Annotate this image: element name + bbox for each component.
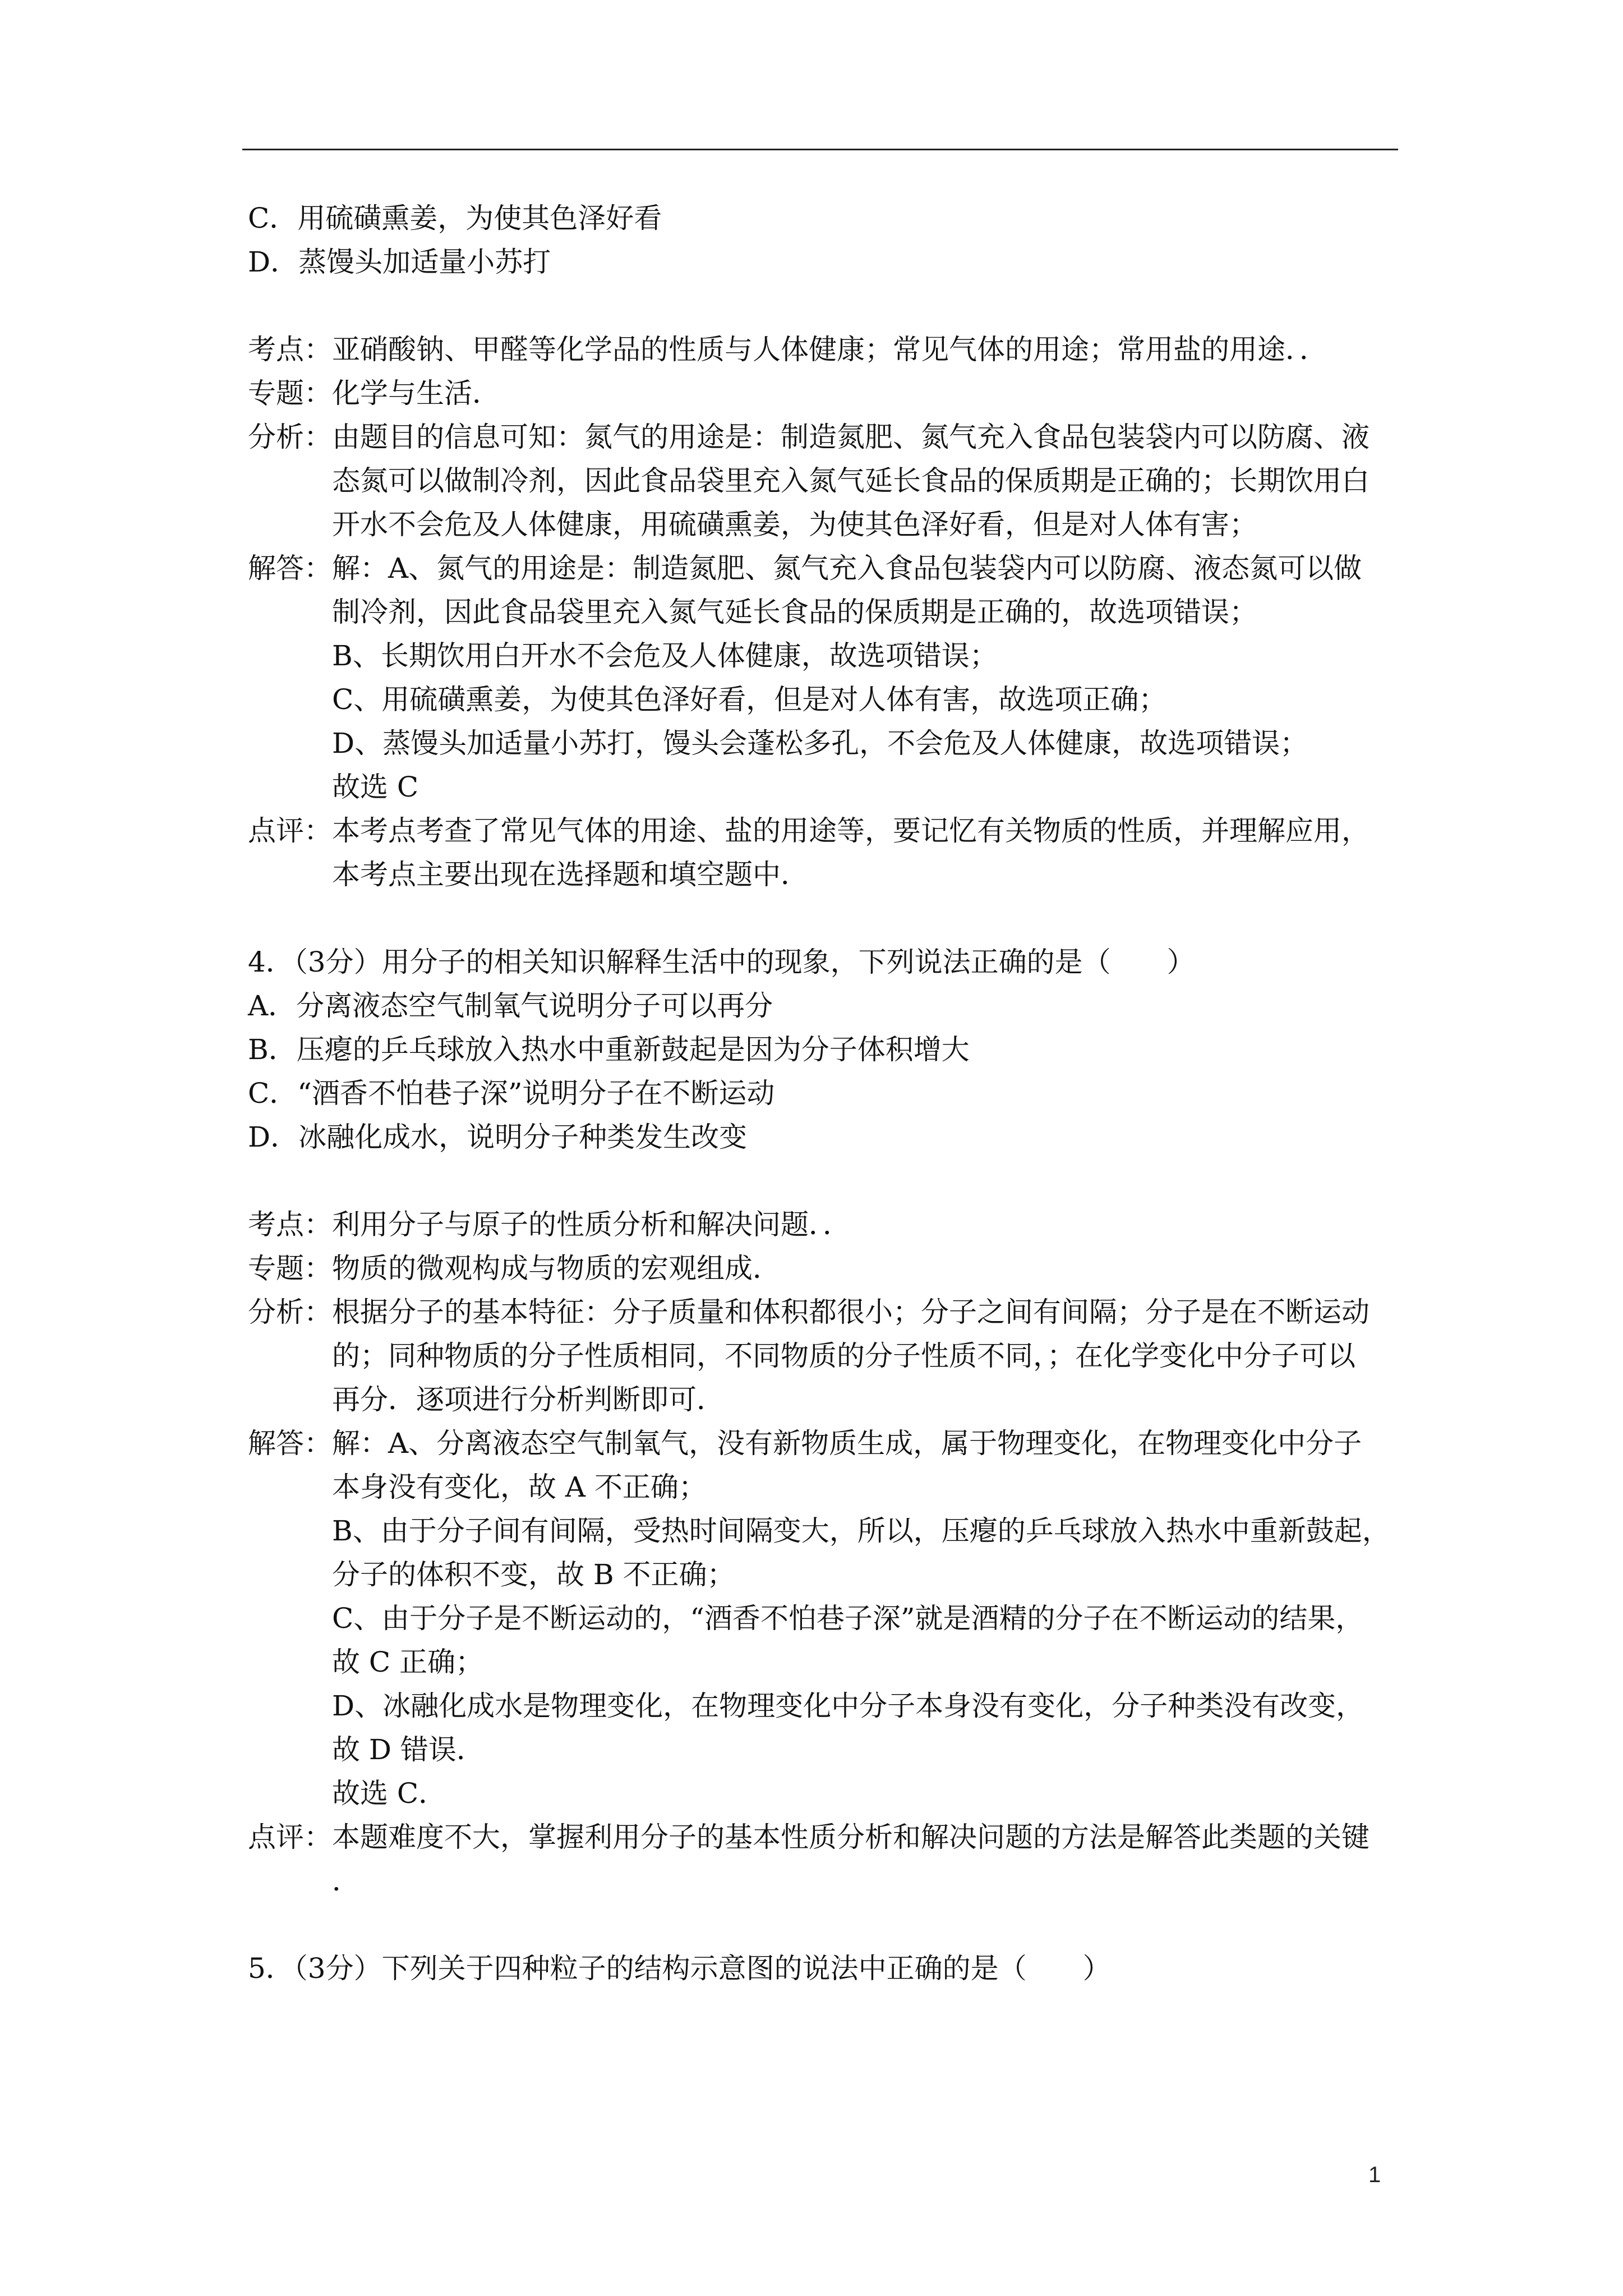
q5-stem: 5．（3分）下列关于四种粒子的结构示意图的说法中正确的是（ ） [248,1952,1111,1985]
fenxi-line: 态氮可以做制冷剂，因此食品袋里充入氮气延长食品的保质期是正确的；长期饮用白 [332,464,1370,497]
jieda-line: 故选 C． [332,1777,447,1810]
q4-zhuanti [248,1246,1403,1290]
jieda-label: 解答： [248,1427,332,1460]
jieda-line: B、长期饮用白开水不会危及人体健康，故选项错误； [332,639,998,672]
q3-dianping [248,809,1403,896]
jieda-line: C、由于分子是不断运动的，“酒香不怕巷子深”就是酒精的分子在不断运动的结果， [332,1602,1364,1635]
jieda-line: D、蒸馒头加适量小苏打，馒头会蓬松多孔，不会危及人体健康，故选项错误； [332,727,1308,760]
fenxi-label: 分析： [248,421,332,453]
fenxi-line: 的；同种物质的分子性质相同，不同物质的分子性质不同，；在化学变化中分子可以 [332,1340,1355,1372]
dianping-label: 点评： [248,1821,332,1853]
jieda-line: 分子的体积不变，故 B 不正确； [332,1558,735,1591]
kaodian-text: 利用分子与原子的性质分析和解决问题．． [332,1208,851,1241]
q4-stem: 4．（3分）用分子的相关知识解释生活中的现象，下列说法正确的是（ ） [248,946,1195,978]
q4-option-c: C．“酒香不怕巷子深”说明分子在不断运动 [248,1077,775,1110]
spacer [248,896,1403,940]
q3-jieda [248,546,1403,809]
jieda-line: D、冰融化成水是物理变化，在物理变化中分子本身没有变化，分子种类没有改变， [332,1690,1364,1722]
jieda-line: C、用硫磺熏姜，为使其色泽好看，但是对人体有害，故选项正确； [332,683,1167,716]
zhuanti-label: 专题： [248,1252,332,1285]
jieda-line: 故 D 错误． [332,1733,485,1766]
jieda-line: 解：A、氮气的用途是：制造氮肥、氮气充入食品包装袋内可以防腐、液态氮可以做 [332,552,1362,585]
spacer [248,1159,1403,1203]
spacer [248,1903,1403,1947]
jieda-label: 解答： [248,552,332,585]
q4-jieda [248,1421,1403,1815]
dianping-line: 本考点主要出现在选择题和填空题中． [332,858,809,891]
kaodian-text: 亚硝酸钠、甲醛等化学品的性质与人体健康；常见气体的用途；常用盐的用途．． [332,333,1327,366]
spacer [248,284,1403,328]
fenxi-line: 根据分子的基本特征：分子质量和体积都很小；分子之间有间隔；分子是在不断运动 [332,1296,1370,1328]
fenxi-line: 开水不会危及人体健康，用硫磺熏姜，为使其色泽好看，但是对人体有害； [332,508,1257,541]
jieda-line: 故选 C [332,771,419,803]
jieda-line: B、由于分子间有间隔，受热时间隔变大，所以，压瘪的乒乓球放入热水中重新鼓起， [332,1515,1390,1547]
document-content [248,196,1403,1990]
fenxi-line: 再分．逐项进行分析判断即可． [332,1383,725,1416]
jieda-line: 解：A、分离液态空气制氧气，没有新物质生成，属于物理变化，在物理变化中分子 [332,1427,1362,1460]
kaodian-label: 考点： [248,1208,332,1241]
page-number: 1 [1368,2162,1381,2187]
dianping-label: 点评： [248,815,332,847]
dianping-line: 本题难度不大，掌握利用分子的基本性质分析和解决问题的方法是解答此类题的关键 [332,1821,1370,1853]
zhuanti-text: 物质的微观构成与物质的宏观组成． [332,1252,781,1285]
q3-zhuanti [248,371,1403,415]
q4-option-d: D．冰融化成水，说明分子种类发生改变 [248,1121,748,1153]
zhuanti-text: 化学与生活． [332,377,500,409]
header-rule [242,149,1398,150]
dianping-line: ． [332,1865,360,1897]
q3-option-d: D．蒸馒头加适量小苏打 [248,246,551,278]
jieda-line: 本身没有变化，故 A 不正确； [332,1471,707,1503]
q3-kaodian [248,328,1403,371]
dianping-line: 本考点考查了常见气体的用途、盐的用途等，要记忆有关物质的性质，并理解应用， [332,815,1370,847]
q4-dianping [248,1815,1403,1903]
zhuanti-label: 专题： [248,377,332,409]
q4-option-a: A．分离液态空气制氧气说明分子可以再分 [248,990,773,1022]
fenxi-label: 分析： [248,1296,332,1328]
jieda-line: 制冷剂，因此食品袋里充入氮气延长食品的保质期是正确的，故选项错误； [332,596,1257,628]
fenxi-line: 由题目的信息可知：氮气的用途是：制造氮肥、氮气充入食品包装袋内可以防腐、液 [332,421,1370,453]
q4-option-b: B．压瘪的乒乓球放入热水中重新鼓起是因为分子体积增大 [248,1033,970,1066]
q4-kaodian [248,1203,1403,1246]
jieda-line: 故 C 正确； [332,1646,484,1678]
q3-fenxi [248,415,1403,546]
q3-option-c: C．用硫磺熏姜，为使其色泽好看 [248,202,662,234]
kaodian-label: 考点： [248,333,332,366]
q4-fenxi [248,1290,1403,1421]
